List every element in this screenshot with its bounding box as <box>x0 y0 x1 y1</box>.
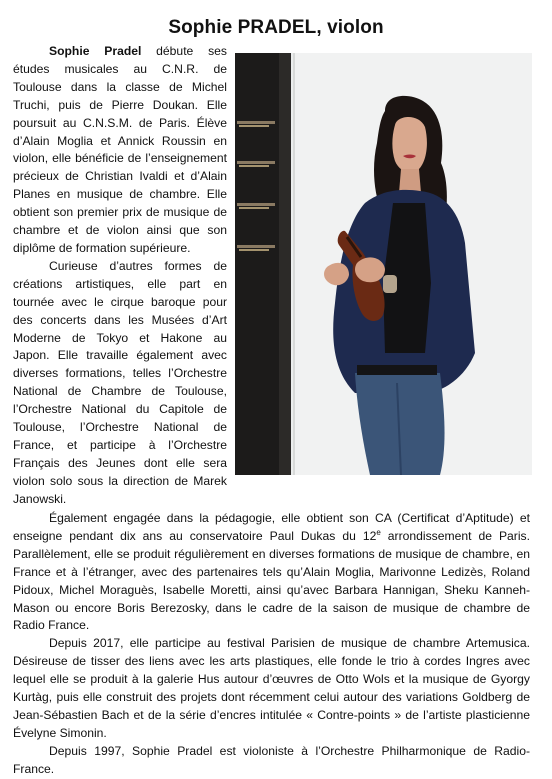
bio-left-column <box>13 43 227 509</box>
bio-paragraph-3-text-b: arrondissement de Paris. Parallèlement, elle se produit régulièrement en diverses formations de musique de chambre, en France et à l’étranger, avec des partenaires tels qu’Alain Moglia, Marivonne Ledizès, Roland Pidoux, Michel Moraguès, Isabelle Moretti, ainsi qu’avec Barbara Hannigan, Sheku Kanneh-Mason ou encore Boris Berezosky, dans le cadre de la saison de musique de chambre de Radio France. <box>13 528 530 633</box>
bio-paragraph-4: Depuis 2017, elle participe au festival Parisien de musique de chambre Artemusica. Désireuse de tisser des liens avec les arts plastiques, elle fonde le trio à cordes Ingres avec lequel elle se produit à la galerie Hus autour d’œuvres de Otto Wols et la musique de Gyorgy Kurtàg, puis elle construit des projets dont récemment celui autour des variations Goldberg de Jean-Sébastien Bach et de la série d’encres intitulée « Contre-points » de l’artiste plasticienne Évelyne Simonin. <box>13 636 530 740</box>
artist-photo <box>235 53 532 475</box>
bio-paragraph-3 <box>13 510 530 635</box>
bio-paragraph-1-text: débute ses études musicales au C.N.R. de Toulouse dans la classe de Michel Truchi, puis de Pierre Doukan. Elle poursuit au C.N.S.M. de Paris. Élève d’Alain Moglia et Annick Roussin en violon, elle bénéficie de l’enseignement précieux de Christian Ivaldi et d’Alain Planes en musique de chambre. Elle obtient son premier prix de musique de chambre et de violon ainsi que son diplôme de formation supérieure. <box>13 44 227 255</box>
artist-name: Sophie Pradel <box>49 44 142 58</box>
bio-paragraph-2: Curieuse d’autres formes de créations artistiques, elle part en tournée avec le cirque baroque pour des concerts dans les Musées d’Art Moderne de Tokyo et Hakone au Japon. Elle travaille également avec diverses formations, telles l’Orchestre National de Chambre de Toulouse, l’Orchestre National du Capitole de Toulouse, l’Orchestre National de France, et participe à l’Orchestre Français des Jeunes dont elle sera violon solo sous la direction de Marek Janowski. <box>13 258 227 506</box>
portrait-image <box>235 53 532 475</box>
page-title: Sophie PRADEL, violon <box>168 17 384 38</box>
bio-full-width-section <box>13 510 530 779</box>
superscript-e: e <box>376 527 381 537</box>
bio-paragraph-5: Depuis 1997, Sophie Pradel est violoniste à l’Orchestre Philharmonique de Radio-France. <box>13 743 530 776</box>
bio-paragraph-1 <box>13 43 227 258</box>
bio-paragraph-3-text-a: Également engagée dans la pédagogie, elle obtient son CA (Certificat d’Aptitude) et enseigne pendant dix ans au conservatoire Paul Dukas du 12 <box>13 511 530 543</box>
